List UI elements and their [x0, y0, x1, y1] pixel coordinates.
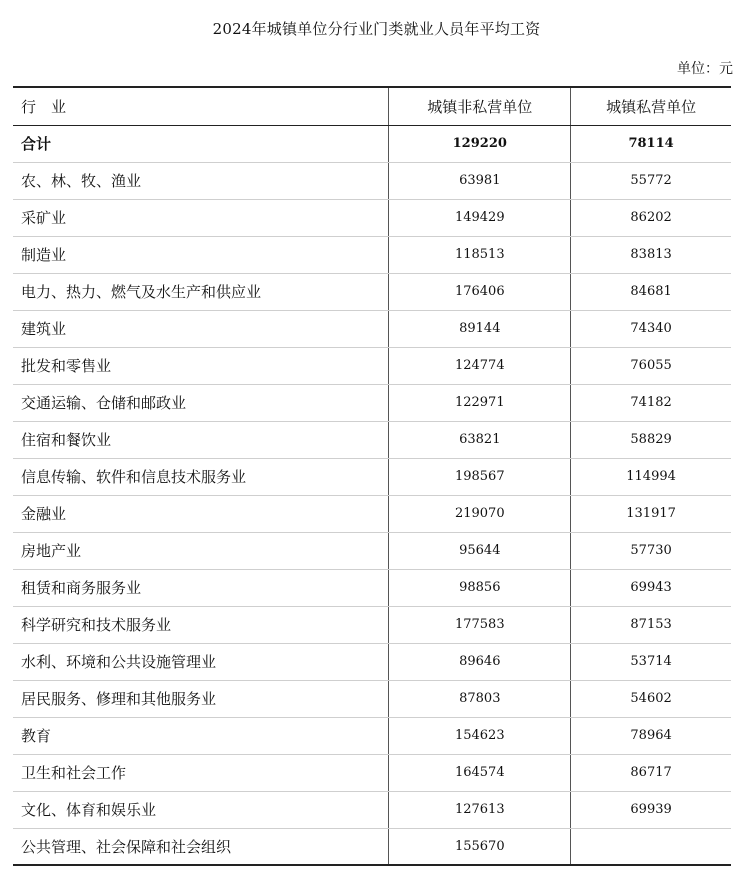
non-private-cell: 164574 — [389, 754, 571, 791]
private-cell: 55772 — [571, 162, 731, 199]
non-private-cell: 63821 — [389, 421, 571, 458]
table-row — [13, 162, 731, 199]
private-cell: 87153 — [571, 606, 731, 643]
industry-cell: 住宿和餐饮业 — [13, 421, 389, 458]
industry-cell: 文化、体育和娱乐业 — [13, 791, 389, 828]
private-cell: 84681 — [571, 273, 731, 310]
non-private-cell: 98856 — [389, 569, 571, 606]
table-row — [13, 643, 731, 680]
total-non-private: 129220 — [389, 125, 571, 162]
wage-table — [13, 86, 731, 866]
private-cell: 86717 — [571, 754, 731, 791]
industry-cell: 教育 — [13, 717, 389, 754]
header-private: 城镇私营单位 — [571, 87, 731, 125]
total-row — [13, 125, 731, 162]
non-private-cell: 127613 — [389, 791, 571, 828]
table-row — [13, 384, 731, 421]
industry-cell: 电力、热力、燃气及水生产和供应业 — [13, 273, 389, 310]
industry-cell: 建筑业 — [13, 310, 389, 347]
industry-cell: 卫生和社会工作 — [13, 754, 389, 791]
non-private-cell: 124774 — [389, 347, 571, 384]
private-cell: 114994 — [571, 458, 731, 495]
private-cell: 58829 — [571, 421, 731, 458]
industry-cell: 采矿业 — [13, 199, 389, 236]
non-private-cell: 219070 — [389, 495, 571, 532]
table-row — [13, 754, 731, 791]
private-cell: 69943 — [571, 569, 731, 606]
table-row — [13, 717, 731, 754]
industry-cell: 交通运输、仓储和邮政业 — [13, 384, 389, 421]
non-private-cell: 87803 — [389, 680, 571, 717]
private-cell: 83813 — [571, 236, 731, 273]
private-cell: 54602 — [571, 680, 731, 717]
private-cell: 57730 — [571, 532, 731, 569]
industry-cell: 租赁和商务服务业 — [13, 569, 389, 606]
industry-cell: 科学研究和技术服务业 — [13, 606, 389, 643]
table-row — [13, 458, 731, 495]
private-cell: 86202 — [571, 199, 731, 236]
table-row — [13, 347, 731, 384]
unit-label: 单位：元 — [677, 61, 733, 77]
non-private-cell: 149429 — [389, 199, 571, 236]
non-private-cell: 89144 — [389, 310, 571, 347]
private-cell: 74340 — [571, 310, 731, 347]
non-private-cell: 177583 — [389, 606, 571, 643]
private-cell: 53714 — [571, 643, 731, 680]
non-private-cell: 122971 — [389, 384, 571, 421]
page-title: 2024年城镇单位分行业门类就业人员年平均工资 — [212, 20, 541, 38]
non-private-cell: 89646 — [389, 643, 571, 680]
private-cell: 74182 — [571, 384, 731, 421]
non-private-cell: 154623 — [389, 717, 571, 754]
non-private-cell: 118513 — [389, 236, 571, 273]
table-row — [13, 606, 731, 643]
table-row — [13, 236, 731, 273]
private-cell: 76055 — [571, 347, 731, 384]
header-industry: 行 业 — [13, 87, 389, 125]
table-row — [13, 495, 731, 532]
industry-cell: 批发和零售业 — [13, 347, 389, 384]
industry-cell: 房地产业 — [13, 532, 389, 569]
private-cell: 69939 — [571, 791, 731, 828]
industry-cell: 居民服务、修理和其他服务业 — [13, 680, 389, 717]
table-row — [13, 273, 731, 310]
private-cell — [571, 828, 731, 865]
industry-cell: 水利、环境和公共设施管理业 — [13, 643, 389, 680]
private-cell: 131917 — [571, 495, 731, 532]
table-row — [13, 791, 731, 828]
table-row — [13, 569, 731, 606]
table-body — [13, 125, 731, 865]
industry-cell: 公共管理、社会保障和社会组织 — [13, 828, 389, 865]
non-private-cell: 95644 — [389, 532, 571, 569]
private-cell: 78964 — [571, 717, 731, 754]
table-row — [13, 680, 731, 717]
industry-cell: 农、林、牧、渔业 — [13, 162, 389, 199]
table-row — [13, 421, 731, 458]
industry-cell: 制造业 — [13, 236, 389, 273]
table-row — [13, 199, 731, 236]
industry-cell: 金融业 — [13, 495, 389, 532]
non-private-cell: 176406 — [389, 273, 571, 310]
total-label: 合计 — [13, 125, 389, 162]
table-row — [13, 310, 731, 347]
total-private: 78114 — [571, 125, 731, 162]
non-private-cell: 63981 — [389, 162, 571, 199]
table-row — [13, 828, 731, 865]
table-row — [13, 532, 731, 569]
non-private-cell: 155670 — [389, 828, 571, 865]
industry-cell: 信息传输、软件和信息技术服务业 — [13, 458, 389, 495]
non-private-cell: 198567 — [389, 458, 571, 495]
header-non-private: 城镇非私营单位 — [389, 87, 571, 125]
table-header-row — [13, 87, 731, 125]
